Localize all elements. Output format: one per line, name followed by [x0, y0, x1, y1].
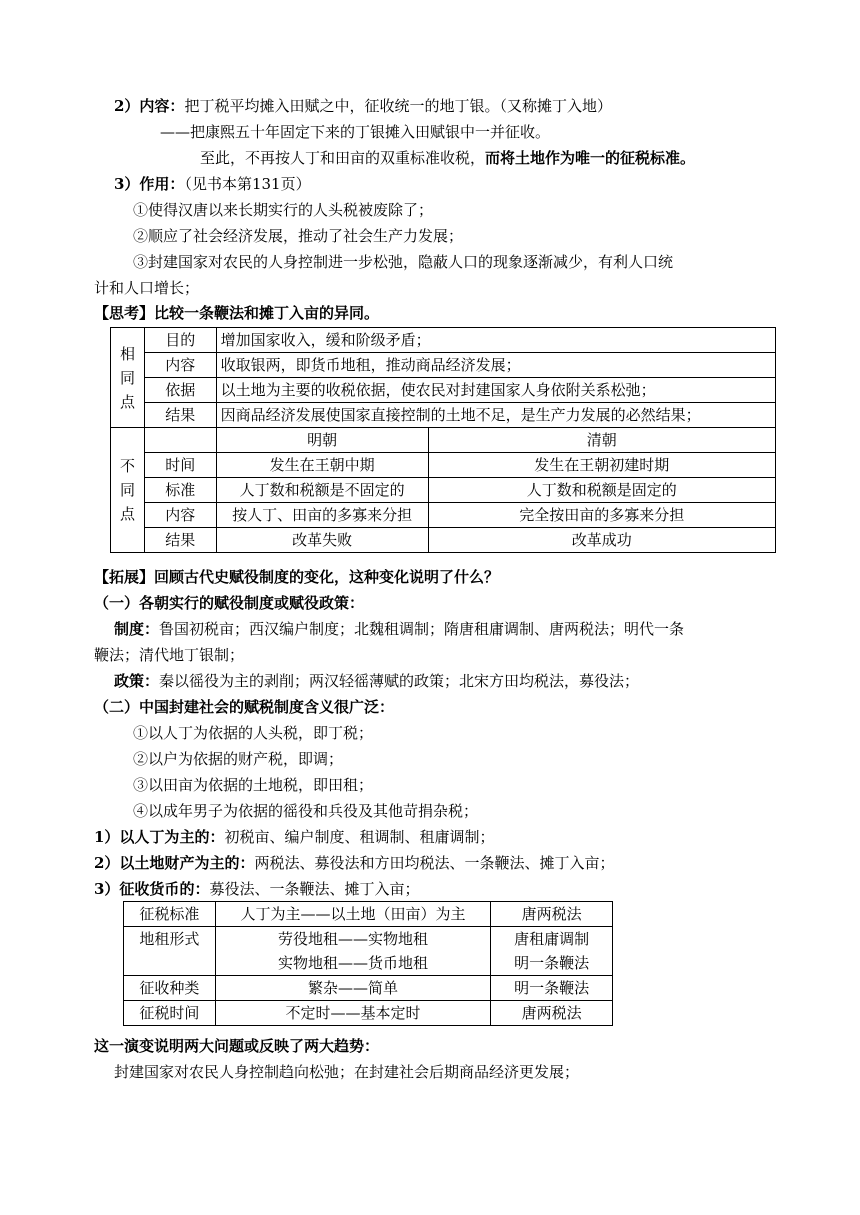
- example-line: 唐租庸调制: [514, 930, 590, 948]
- system-text: 鲁国初税亩；西汉编户制度；北魏租调制；隋唐租庸调制、唐两税法；明代一条: [159, 620, 685, 638]
- row-value: 收取银两，即货币地租，推动商品经济发展；: [216, 353, 775, 378]
- row-key: 标准: [144, 478, 216, 503]
- header-cell: 清朝: [428, 428, 775, 453]
- conclusion-part: 至此，不再按人丁和田亩的双重标准收税，: [200, 149, 486, 167]
- table-row: [124, 927, 613, 976]
- trend-cell: 繁杂——简单: [215, 976, 491, 1001]
- qing-cell: 发生在王朝初建时期: [428, 453, 775, 478]
- example-cell: 明一条鞭法: [491, 976, 613, 1001]
- table-row: [111, 353, 776, 378]
- point-label: 2）以土地财产为主的：: [94, 854, 255, 872]
- row-key: 依据: [144, 378, 216, 403]
- ming-cell: 发生在王朝中期: [216, 453, 428, 478]
- content-detail: ——把康熙五十年固定下来的丁银摊入田赋银中一并征收。: [160, 123, 551, 141]
- row-key: 结果: [144, 403, 216, 428]
- compare-table: [110, 327, 776, 553]
- table-row: [111, 478, 776, 503]
- row-key: 时间: [144, 453, 216, 478]
- trend-line: 实物地租——货币地租: [278, 954, 429, 972]
- table-row: [111, 403, 776, 428]
- row-key: 目的: [144, 328, 216, 353]
- think-title: 【思考】比较一条鞭法和摊丁入亩的异同。: [94, 304, 380, 322]
- example-line: 明一条鞭法: [514, 954, 590, 972]
- same-label: 相同点: [111, 328, 145, 428]
- point-text: 两税法、募役法和方田均税法、一条鞭法、摊丁入亩；: [254, 854, 615, 872]
- row-key: 征税标准: [124, 902, 216, 927]
- point-label: 1）以人丁为主的：: [94, 828, 225, 846]
- point-text: 募役法、一条鞭法、摊丁入亩；: [209, 880, 420, 898]
- row-key: 地租形式: [124, 927, 216, 976]
- effect-line: [114, 173, 311, 195]
- trend-cell: 人丁为主——以土地（田亩）为主: [215, 902, 491, 927]
- content-line: [114, 95, 612, 117]
- row-value: 增加国家收入，缓和阶级矛盾；: [216, 328, 775, 353]
- header-cell: 明朝: [216, 428, 428, 453]
- section-2-title: （二）中国封建社会的赋税制度含义很广泛：: [94, 698, 395, 716]
- row-value: 因商品经济发展使国家直接控制的土地不足，是生产力发展的必然结果；: [216, 403, 775, 428]
- table-row: [111, 453, 776, 478]
- policy-label: 政策：: [114, 672, 160, 690]
- trend-table: [123, 901, 613, 1026]
- content-text: 把丁税平均摊入田赋之中，征收统一的地丁银。（又称摊丁入地）: [184, 97, 612, 115]
- effect-item-2: ②顺应了社会经济发展，推动了社会生产力发展；: [133, 227, 464, 245]
- trend-cell: 不定时——基本定时: [215, 1001, 491, 1026]
- row-key: 结果: [144, 528, 216, 553]
- system-label: 制度：: [114, 620, 160, 638]
- table-row: [111, 503, 776, 528]
- table-row: [111, 378, 776, 403]
- effect-item-3-cont: 计和人口增长；: [94, 279, 200, 297]
- point-1: [94, 826, 494, 848]
- effect-item-3: ③封建国家对农民的人身控制进一步松弛，隐蔽人口的现象逐渐减少，有利人口统: [133, 253, 674, 271]
- effect-item-1: ①使得汉唐以来长期实行的人头税被废除了；: [133, 201, 434, 219]
- expand-title: 【拓展】回顾古代史赋役制度的变化，这种变化说明了什么？: [94, 568, 500, 586]
- example-cell: [491, 927, 613, 976]
- row-key: 内容: [144, 503, 216, 528]
- section-1-title: （一）各朝实行的赋役制度或赋役政策：: [94, 594, 365, 612]
- row-value: 以土地为主要的收税依据，使农民对封建国家人身依附关系松弛；: [216, 378, 775, 403]
- qing-cell: 人丁数和税额是固定的: [428, 478, 775, 503]
- row-key: 征收种类: [124, 976, 216, 1001]
- content-label: 2）内容：: [114, 97, 185, 115]
- point-text: 初税亩、编户制度、租调制、租庸调制；: [224, 828, 495, 846]
- example-cell: 唐两税法: [491, 1001, 613, 1026]
- table-row: [111, 328, 776, 353]
- list-item: ②以户为依据的财产税，即调；: [133, 750, 344, 768]
- table-row: [111, 528, 776, 553]
- policy-line: [114, 670, 639, 692]
- diff-label: 不同点: [111, 428, 145, 553]
- conclusion-title: 这一演变说明两大问题或反映了两大趋势：: [94, 1037, 380, 1055]
- trend-line: 劳役地租——实物地租: [278, 930, 429, 948]
- system-line: [114, 618, 684, 640]
- trend-cell: [215, 927, 491, 976]
- list-item: ③以田亩为依据的土地税，即田租；: [133, 776, 374, 794]
- example-cell: 唐两税法: [491, 902, 613, 927]
- table-row: [124, 1001, 613, 1026]
- effect-ref: （见书本第131页）: [184, 175, 311, 193]
- effect-label: 3）作用：: [114, 175, 185, 193]
- conclusion-text: 封建国家对农民人身控制趋向松弛；在封建社会后期商品经济更发展；: [114, 1063, 580, 1081]
- table-header-row: [111, 428, 776, 453]
- point-2: [94, 852, 614, 874]
- row-key: 征税时间: [124, 1001, 216, 1026]
- point-3: [94, 878, 419, 900]
- conclusion-emphasis: 而将土地作为唯一的征税标准。: [485, 149, 696, 167]
- ming-cell: 按人丁、田亩的多寡来分担: [216, 503, 428, 528]
- qing-cell: 完全按田亩的多寡来分担: [428, 503, 775, 528]
- header-cell: [144, 428, 216, 453]
- row-key: 内容: [144, 353, 216, 378]
- content-conclusion: [200, 147, 695, 169]
- ming-cell: 人丁数和税额是不固定的: [216, 478, 428, 503]
- point-label: 3）征收货币的：: [94, 880, 210, 898]
- policy-text: 秦以徭役为主的剥削；两汉轻徭薄赋的政策；北宋方田均税法，募役法；: [159, 672, 640, 690]
- qing-cell: 改革成功: [428, 528, 775, 553]
- table-row: [124, 976, 613, 1001]
- table-row: [124, 902, 613, 927]
- ming-cell: 改革失败: [216, 528, 428, 553]
- list-item: ④以成年男子为依据的徭役和兵役及其他苛捐杂税；: [133, 802, 479, 820]
- list-item: ①以人丁为依据的人头税，即丁税；: [133, 724, 374, 742]
- system-line-cont: 鞭法；清代地丁银制；: [94, 646, 245, 664]
